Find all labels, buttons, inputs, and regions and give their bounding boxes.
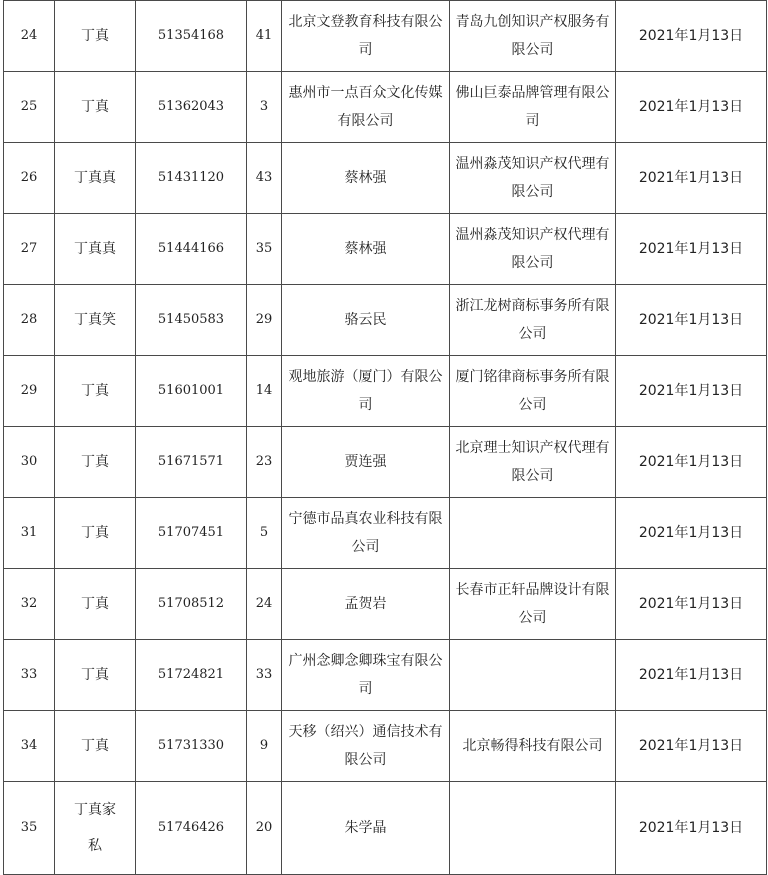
agent <box>450 498 616 569</box>
applicant: 惠州市一点百众文化传媒有限公司 <box>282 72 450 143</box>
agent <box>450 640 616 711</box>
table-row <box>4 1 767 72</box>
date: 2021年1月13日 <box>616 214 767 285</box>
applicant: 朱学晶 <box>282 782 450 875</box>
agent: 长春市正轩品牌设计有限公司 <box>450 569 616 640</box>
registration-number: 51601001 <box>136 356 247 427</box>
class-number: 35 <box>247 214 282 285</box>
row-number: 33 <box>4 640 55 711</box>
date: 2021年1月13日 <box>616 285 767 356</box>
date: 2021年1月13日 <box>616 782 767 875</box>
class-number: 41 <box>247 1 282 72</box>
class-number: 20 <box>247 782 282 875</box>
trademark-name: 丁真 <box>55 640 136 711</box>
class-number: 9 <box>247 711 282 782</box>
trademark-name: 丁真 <box>55 356 136 427</box>
table-row <box>4 640 767 711</box>
trademark-table <box>3 0 767 875</box>
trademark-name: 丁真 <box>55 1 136 72</box>
registration-number: 51731330 <box>136 711 247 782</box>
class-number: 43 <box>247 143 282 214</box>
applicant: 贾连强 <box>282 427 450 498</box>
table-row <box>4 782 767 875</box>
table-row <box>4 72 767 143</box>
class-number: 23 <box>247 427 282 498</box>
date: 2021年1月13日 <box>616 711 767 782</box>
registration-number: 51431120 <box>136 143 247 214</box>
registration-number: 51444166 <box>136 214 247 285</box>
class-number: 3 <box>247 72 282 143</box>
date: 2021年1月13日 <box>616 498 767 569</box>
agent: 浙江龙树商标事务所有限公司 <box>450 285 616 356</box>
table-row <box>4 285 767 356</box>
trademark-name: 丁真 <box>55 498 136 569</box>
date: 2021年1月13日 <box>616 1 767 72</box>
registration-number: 51708512 <box>136 569 247 640</box>
table-row <box>4 569 767 640</box>
registration-number: 51724821 <box>136 640 247 711</box>
date: 2021年1月13日 <box>616 356 767 427</box>
agent: 北京畅得科技有限公司 <box>450 711 616 782</box>
registration-number: 51746426 <box>136 782 247 875</box>
trademark-name: 丁真笑 <box>55 285 136 356</box>
registration-number: 51354168 <box>136 1 247 72</box>
row-number: 30 <box>4 427 55 498</box>
class-number: 14 <box>247 356 282 427</box>
trademark-name: 丁真真 <box>55 143 136 214</box>
table-row <box>4 143 767 214</box>
trademark-name: 丁真 <box>55 427 136 498</box>
class-number: 33 <box>247 640 282 711</box>
applicant: 广州念卿念卿珠宝有限公司 <box>282 640 450 711</box>
applicant: 北京文登教育科技有限公司 <box>282 1 450 72</box>
registration-number: 51707451 <box>136 498 247 569</box>
row-number: 27 <box>4 214 55 285</box>
applicant: 骆云民 <box>282 285 450 356</box>
agent: 佛山巨泰品牌管理有限公司 <box>450 72 616 143</box>
row-number: 26 <box>4 143 55 214</box>
date: 2021年1月13日 <box>616 640 767 711</box>
applicant: 蔡林强 <box>282 143 450 214</box>
table-row <box>4 711 767 782</box>
row-number: 32 <box>4 569 55 640</box>
table-row <box>4 356 767 427</box>
row-number: 34 <box>4 711 55 782</box>
date: 2021年1月13日 <box>616 143 767 214</box>
row-number: 25 <box>4 72 55 143</box>
row-number: 24 <box>4 1 55 72</box>
agent: 青岛九创知识产权服务有限公司 <box>450 1 616 72</box>
class-number: 29 <box>247 285 282 356</box>
applicant: 孟贺岩 <box>282 569 450 640</box>
registration-number: 51671571 <box>136 427 247 498</box>
table-row <box>4 214 767 285</box>
agent: 北京理士知识产权代理有限公司 <box>450 427 616 498</box>
agent <box>450 782 616 875</box>
trademark-name: 丁真 <box>55 569 136 640</box>
date: 2021年1月13日 <box>616 427 767 498</box>
trademark-name: 丁真 <box>55 711 136 782</box>
registration-number: 51450583 <box>136 285 247 356</box>
class-number: 24 <box>247 569 282 640</box>
applicant: 观地旅游（厦门）有限公司 <box>282 356 450 427</box>
trademark-name: 丁真真 <box>55 214 136 285</box>
row-number: 29 <box>4 356 55 427</box>
date: 2021年1月13日 <box>616 72 767 143</box>
date: 2021年1月13日 <box>616 569 767 640</box>
table-row <box>4 427 767 498</box>
trademark-name: 丁真 <box>55 72 136 143</box>
applicant: 宁德市品真农业科技有限公司 <box>282 498 450 569</box>
agent: 温州淼茂知识产权代理有限公司 <box>450 143 616 214</box>
trademark-name: 丁真家私 <box>55 782 136 875</box>
row-number: 35 <box>4 782 55 875</box>
class-number: 5 <box>247 498 282 569</box>
agent: 厦门铭律商标事务所有限公司 <box>450 356 616 427</box>
registration-number: 51362043 <box>136 72 247 143</box>
applicant: 蔡林强 <box>282 214 450 285</box>
table-row <box>4 498 767 569</box>
row-number: 28 <box>4 285 55 356</box>
row-number: 31 <box>4 498 55 569</box>
agent: 温州淼茂知识产权代理有限公司 <box>450 214 616 285</box>
applicant: 天移（绍兴）通信技术有限公司 <box>282 711 450 782</box>
